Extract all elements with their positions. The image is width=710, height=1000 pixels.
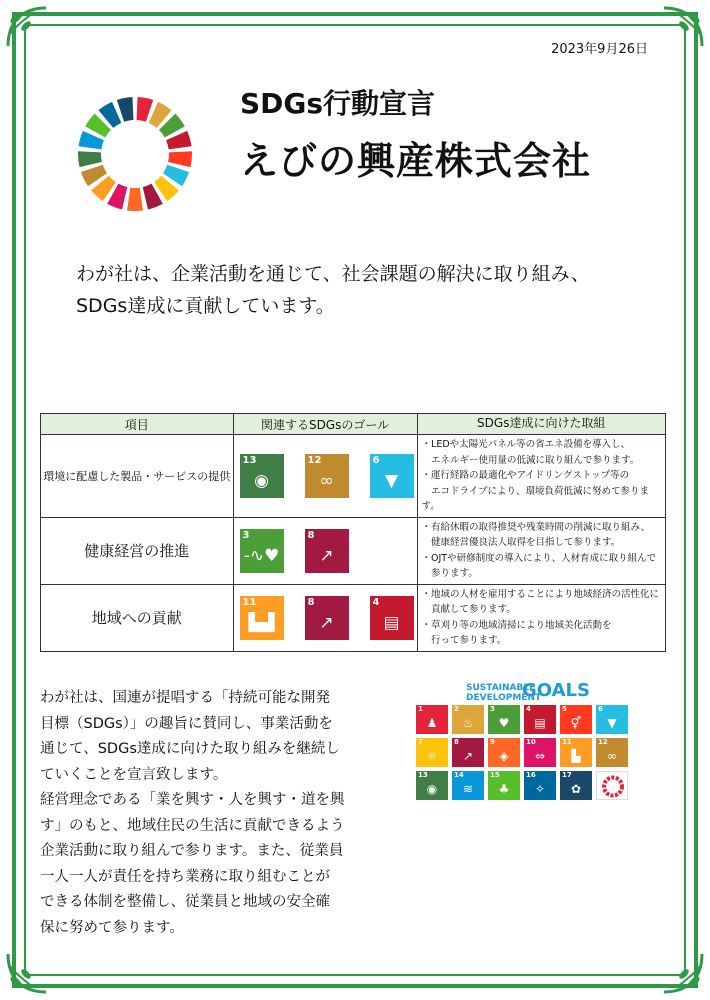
sdg-tile-number: 7 (418, 738, 423, 746)
sdg-tile-glyph-icon: ☼ (426, 749, 438, 763)
sdg-tile-glyph-icon: ✧ (534, 782, 546, 796)
actions-cell (417, 517, 665, 584)
sdg-number: 6 (372, 454, 380, 466)
sdg-tile-13 (416, 771, 448, 800)
sdg-tile-glyph-icon: ▼ (607, 716, 617, 730)
sdg-tile-10 (524, 738, 556, 767)
eye-globe-icon: ◉ (254, 470, 269, 491)
book-icon: ▤ (383, 612, 400, 633)
sdg-12-icon (305, 454, 349, 498)
sdg-tile-number: 15 (490, 771, 500, 779)
action-line: 貢献して参ります。 (421, 604, 516, 615)
document-date: 2023年9月26日 (551, 42, 648, 57)
corner-ornament-icon (660, 4, 706, 50)
sdg-6-icon (370, 454, 414, 498)
statement-line: す」のもと、地域住民の生活に貢献できるよう (40, 817, 345, 834)
goals-cell (233, 435, 417, 518)
action-line: ・有給休暇の取得推奨や残業時間の削減に取り組み、 (421, 521, 651, 533)
heartbeat-icon: -∿♥ (243, 545, 280, 566)
statement-line: 目標（SDGs）」の趣旨に賛同し、事業活動を (40, 715, 333, 732)
sdg-tile-number: 2 (454, 705, 459, 713)
sdg-tile-11 (560, 738, 592, 767)
sdg-tile-number: 3 (490, 705, 495, 713)
logo-goals-word: GOALS (522, 680, 590, 701)
sdg-tile-glyph-icon: ∞ (607, 749, 617, 763)
sdg-number: 12 (307, 454, 322, 466)
sdg-tile-glyph-icon: ♥ (498, 716, 510, 730)
sdg-tile-15 (488, 771, 520, 800)
statement-line: 企業活動に取り組んで参ります。また、従業員 (40, 843, 344, 859)
statement-line: ていくことを宣言致します。 (40, 766, 228, 783)
water-drop-icon: ▼ (385, 470, 399, 491)
sdg-11-icon (240, 596, 284, 640)
sdg-tile-7 (416, 738, 448, 767)
sdg-tile-number: 16 (526, 771, 536, 779)
sdg-tile-number: 5 (562, 705, 567, 713)
corner-ornament-icon (660, 950, 706, 996)
sdg-tile-number: 10 (526, 738, 536, 746)
sdg-tile-glyph-icon: ↗ (462, 749, 474, 763)
sdg-tile-1 (416, 705, 448, 734)
statement-line: 一人一人が責任を持ち業務に取り組むことが (40, 868, 330, 885)
sdg-tile-number: 9 (490, 738, 495, 746)
company-name: えびの興産株式会社 (240, 139, 592, 183)
sdg-tile-2 (452, 705, 484, 734)
action-line: 健康経営優良法人取得を目指して参ります。 (421, 537, 621, 548)
action-line: ・地域の人材を雇用することにより地域経済の活性化に (421, 588, 660, 600)
sdg-8-icon (305, 529, 349, 573)
action-line: 参ります。 (421, 568, 478, 579)
sdg-number: 8 (307, 596, 315, 608)
action-line: ・草刈り等の地域清掃により地域美化活動を (421, 619, 612, 631)
item-cell: 健康経営の推進 (41, 517, 234, 584)
sdg-tile-glyph-icon: ⇔ (534, 749, 546, 763)
sdg-number: 4 (372, 596, 380, 608)
action-line: ・OJTや研修制度の導入により、人材育成に取り組んで (421, 552, 657, 564)
column-header: SDGs達成に向けた取組 (417, 414, 665, 435)
sdg-tile-number: 14 (454, 771, 464, 779)
sdg-tile-glyph-icon: ≋ (462, 782, 474, 796)
column-header: 関連するSDGsのゴール (233, 414, 417, 435)
sdg-tile-glyph-icon: ◉ (426, 782, 438, 796)
sdg-tile-17 (560, 771, 592, 800)
sdg-tile-4 (524, 705, 556, 734)
sdg-tile-glyph-icon: ♟ (426, 716, 438, 730)
table-row (41, 584, 666, 651)
wheel-segment (127, 188, 143, 211)
sdg-wheel-tile-icon (596, 771, 628, 800)
table-header-row (41, 414, 666, 435)
sdg-number: 3 (242, 529, 250, 541)
sdg-8-icon (305, 596, 349, 640)
action-line: ・運行経路の最適化やアイドリングストップ等の (421, 470, 630, 481)
corner-ornament-icon (4, 4, 50, 50)
sdg-wheel-icon (78, 97, 192, 211)
sdg-tile-6 (596, 705, 628, 734)
wheel-segment (137, 97, 154, 122)
logo-line: DEVELOPMENT (466, 693, 542, 703)
sdg-tile-number: 6 (598, 705, 603, 713)
sdg-number: 13 (242, 454, 257, 466)
actions-cell (417, 584, 665, 651)
sdg-tile-glyph-icon: ♣ (498, 782, 510, 796)
sdg-tile-number: 8 (454, 738, 459, 746)
sdg-tile-number: 12 (598, 738, 608, 746)
sdg-tile-number: 1 (418, 705, 423, 713)
page-title: SDGs行動宣言 (240, 87, 436, 120)
sdg-tile-number: 4 (526, 705, 531, 713)
statement-line: 通じて、SDGs達成に向けた取り組みを継続し (40, 741, 340, 757)
lead-line: SDGs達成に貢献しています。 (76, 295, 335, 317)
buildings-icon: ▙▟ (248, 612, 275, 633)
table-row (41, 435, 666, 518)
sdg-tile-number: 17 (562, 771, 572, 779)
lead-line: わが社は、企業活動を通じて、社会課題の解決に取り組み、 (76, 263, 590, 285)
action-line: エコドライブにより、環境負荷低減に努めて参ります。 (421, 485, 649, 512)
wheel-segment (168, 151, 192, 167)
sdg-number: 8 (307, 529, 315, 541)
table-row (41, 517, 666, 584)
sdg-tile-12 (596, 738, 628, 767)
sdg-4-icon (370, 596, 414, 640)
sdg-tile-glyph-icon: ⚥ (570, 716, 582, 730)
sdg-tile-14 (452, 771, 484, 800)
statement-line: わが社は、国連が提唱する「持続可能な開発 (40, 690, 330, 706)
goals-cell (233, 584, 417, 651)
goals-cell (233, 517, 417, 584)
declaration-statement (40, 686, 370, 941)
lead-text (76, 258, 590, 322)
sdg-tile-number: 11 (562, 738, 572, 746)
statement-line: できる体制を整備し、従業員と地域の安全確 (40, 894, 330, 910)
sdg-tile-3 (488, 705, 520, 734)
growth-chart-icon: ↗ (319, 545, 334, 566)
actions-cell (417, 435, 665, 518)
sdg-3-icon (240, 529, 284, 573)
sdg-tile-8 (452, 738, 484, 767)
sdg-tile-glyph-icon: ▙ (571, 749, 581, 763)
sdgs-logo (466, 680, 590, 703)
action-line: エネルギー使用量の低減に取り組んで参ります。 (421, 454, 640, 466)
sdg-tile-glyph-icon: ◈ (499, 749, 509, 763)
sdg-goals-table (40, 413, 666, 652)
item-cell: 地域への貢献 (41, 584, 234, 651)
sdg-number: 11 (242, 596, 257, 608)
sdg-tile-glyph-icon: ✿ (570, 782, 582, 796)
statement-line: 保に努めて参ります。 (40, 919, 184, 936)
sdg-tile-glyph-icon: ▤ (534, 716, 546, 730)
corner-ornament-icon (4, 950, 50, 996)
sdgs-goal-grid (416, 705, 630, 800)
sdg-13-icon (240, 454, 284, 498)
logo-line: SUSTAINABLE (466, 683, 536, 693)
sdg-tile-16 (524, 771, 556, 800)
sdg-tile-number: 13 (418, 771, 428, 779)
sdg-tile-glyph-icon: ♨ (462, 716, 474, 730)
action-line: ・LEDや太陽光パネル等の省エネ設備を導入し、 (421, 439, 631, 450)
statement-line: 経営理念である「業を興す・人を興す・道を興 (40, 792, 345, 808)
sdg-tile-5 (560, 705, 592, 734)
action-line: 行って参ります。 (421, 635, 507, 646)
wheel-segment (117, 97, 134, 122)
column-header: 項目 (41, 414, 234, 435)
item-cell: 環境に配慮した製品・サービスの提供 (41, 435, 234, 518)
sdg-tile-9 (488, 738, 520, 767)
growth-chart-icon: ↗ (319, 612, 334, 633)
wheel-segment (78, 151, 102, 167)
infinity-icon: ∞ (319, 470, 334, 491)
